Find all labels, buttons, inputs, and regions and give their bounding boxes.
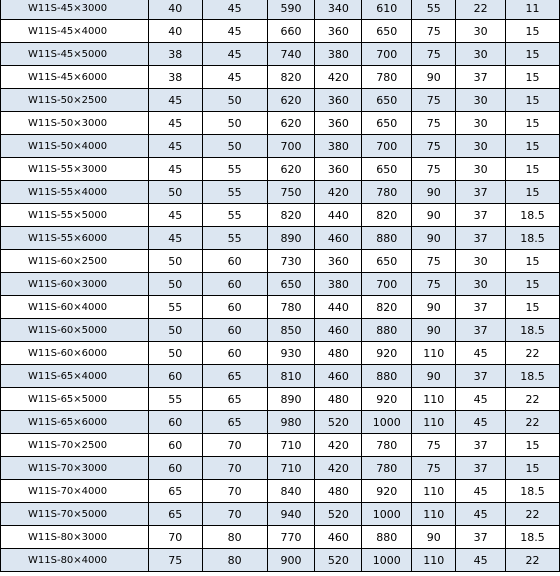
value-cell: 75 <box>412 135 456 158</box>
table-row <box>1 181 560 204</box>
value-cell: 38 <box>148 43 202 66</box>
value-cell: 480 <box>315 480 362 503</box>
model-cell: W11S-70×4000 <box>1 480 149 503</box>
value-cell: 37 <box>456 526 506 549</box>
table-row <box>1 273 560 296</box>
value-cell: 65 <box>148 480 202 503</box>
spec-table-body <box>1 0 560 572</box>
value-cell: 55 <box>202 181 267 204</box>
value-cell: 890 <box>267 227 315 250</box>
value-cell: 15 <box>506 273 560 296</box>
model-cell: W11S-50×2500 <box>1 89 149 112</box>
value-cell: 60 <box>202 296 267 319</box>
table-row <box>1 250 560 273</box>
value-cell: 50 <box>202 89 267 112</box>
value-cell: 75 <box>412 158 456 181</box>
model-cell: W11S-60×4000 <box>1 296 149 319</box>
value-cell: 70 <box>202 503 267 526</box>
value-cell: 70 <box>148 526 202 549</box>
value-cell: 110 <box>412 549 456 572</box>
model-cell: W11S-55×3000 <box>1 158 149 181</box>
value-cell: 110 <box>412 480 456 503</box>
value-cell: 15 <box>506 296 560 319</box>
value-cell: 37 <box>456 319 506 342</box>
value-cell: 70 <box>202 457 267 480</box>
value-cell: 980 <box>267 411 315 434</box>
model-cell: W11S-70×3000 <box>1 457 149 480</box>
model-cell: W11S-50×3000 <box>1 112 149 135</box>
value-cell: 75 <box>412 250 456 273</box>
value-cell: 55 <box>202 158 267 181</box>
value-cell: 60 <box>148 434 202 457</box>
value-cell: 360 <box>315 112 362 135</box>
value-cell: 620 <box>267 112 315 135</box>
model-cell: W11S-65×5000 <box>1 388 149 411</box>
table-row <box>1 204 560 227</box>
value-cell: 620 <box>267 89 315 112</box>
value-cell: 820 <box>362 204 412 227</box>
value-cell: 880 <box>362 365 412 388</box>
value-cell: 880 <box>362 227 412 250</box>
value-cell: 15 <box>506 112 560 135</box>
table-row <box>1 43 560 66</box>
value-cell: 11 <box>506 0 560 20</box>
value-cell: 37 <box>456 181 506 204</box>
value-cell: 60 <box>202 273 267 296</box>
value-cell: 820 <box>267 204 315 227</box>
value-cell: 380 <box>315 43 362 66</box>
value-cell: 30 <box>456 250 506 273</box>
value-cell: 75 <box>412 434 456 457</box>
value-cell: 30 <box>456 20 506 43</box>
model-cell: W11S-45×6000 <box>1 66 149 89</box>
value-cell: 850 <box>267 319 315 342</box>
table-row <box>1 503 560 526</box>
value-cell: 710 <box>267 457 315 480</box>
value-cell: 1000 <box>362 411 412 434</box>
value-cell: 15 <box>506 457 560 480</box>
value-cell: 45 <box>456 411 506 434</box>
value-cell: 50 <box>148 319 202 342</box>
table-row <box>1 227 560 250</box>
model-cell: W11S-55×5000 <box>1 204 149 227</box>
model-cell: W11S-55×4000 <box>1 181 149 204</box>
value-cell: 15 <box>506 89 560 112</box>
value-cell: 50 <box>148 250 202 273</box>
table-row <box>1 388 560 411</box>
value-cell: 750 <box>267 181 315 204</box>
value-cell: 30 <box>456 112 506 135</box>
value-cell: 780 <box>362 181 412 204</box>
table-row <box>1 66 560 89</box>
value-cell: 45 <box>202 43 267 66</box>
value-cell: 590 <box>267 0 315 20</box>
value-cell: 780 <box>362 66 412 89</box>
table-row <box>1 549 560 572</box>
value-cell: 75 <box>412 20 456 43</box>
value-cell: 110 <box>412 503 456 526</box>
model-cell: W11S-45×4000 <box>1 20 149 43</box>
value-cell: 90 <box>412 227 456 250</box>
table-row <box>1 411 560 434</box>
value-cell: 45 <box>456 480 506 503</box>
value-cell: 30 <box>456 158 506 181</box>
value-cell: 880 <box>362 319 412 342</box>
value-cell: 60 <box>202 342 267 365</box>
value-cell: 90 <box>412 319 456 342</box>
value-cell: 110 <box>412 411 456 434</box>
value-cell: 40 <box>148 20 202 43</box>
value-cell: 22 <box>506 411 560 434</box>
value-cell: 460 <box>315 365 362 388</box>
model-cell: W11S-60×6000 <box>1 342 149 365</box>
value-cell: 30 <box>456 273 506 296</box>
model-cell: W11S-60×5000 <box>1 319 149 342</box>
value-cell: 22 <box>456 0 506 20</box>
value-cell: 710 <box>267 434 315 457</box>
model-cell: W11S-50×4000 <box>1 135 149 158</box>
value-cell: 18.5 <box>506 319 560 342</box>
value-cell: 420 <box>315 66 362 89</box>
value-cell: 45 <box>456 503 506 526</box>
value-cell: 920 <box>362 388 412 411</box>
value-cell: 75 <box>412 457 456 480</box>
value-cell: 15 <box>506 66 560 89</box>
value-cell: 65 <box>148 503 202 526</box>
value-cell: 110 <box>412 388 456 411</box>
value-cell: 15 <box>506 181 560 204</box>
value-cell: 30 <box>456 89 506 112</box>
value-cell: 15 <box>506 135 560 158</box>
value-cell: 15 <box>506 43 560 66</box>
model-cell: W11S-45×3000 <box>1 0 149 20</box>
value-cell: 22 <box>506 388 560 411</box>
value-cell: 37 <box>456 434 506 457</box>
value-cell: 90 <box>412 181 456 204</box>
value-cell: 37 <box>456 227 506 250</box>
value-cell: 65 <box>202 365 267 388</box>
value-cell: 45 <box>148 112 202 135</box>
table-row <box>1 319 560 342</box>
value-cell: 440 <box>315 204 362 227</box>
value-cell: 780 <box>267 296 315 319</box>
value-cell: 50 <box>202 112 267 135</box>
value-cell: 340 <box>315 0 362 20</box>
value-cell: 650 <box>362 89 412 112</box>
model-cell: W11S-60×2500 <box>1 250 149 273</box>
value-cell: 90 <box>412 365 456 388</box>
value-cell: 660 <box>267 20 315 43</box>
table-row <box>1 89 560 112</box>
table-row <box>1 434 560 457</box>
value-cell: 22 <box>506 549 560 572</box>
value-cell: 75 <box>412 273 456 296</box>
value-cell: 360 <box>315 250 362 273</box>
value-cell: 75 <box>412 43 456 66</box>
table-row <box>1 112 560 135</box>
value-cell: 45 <box>456 549 506 572</box>
value-cell: 70 <box>202 480 267 503</box>
value-cell: 520 <box>315 503 362 526</box>
table-row <box>1 457 560 480</box>
value-cell: 780 <box>362 434 412 457</box>
value-cell: 15 <box>506 250 560 273</box>
value-cell: 65 <box>202 411 267 434</box>
model-cell: W11S-80×4000 <box>1 549 149 572</box>
value-cell: 940 <box>267 503 315 526</box>
value-cell: 60 <box>148 457 202 480</box>
value-cell: 75 <box>412 112 456 135</box>
value-cell: 420 <box>315 181 362 204</box>
value-cell: 18.5 <box>506 227 560 250</box>
value-cell: 15 <box>506 20 560 43</box>
value-cell: 1000 <box>362 503 412 526</box>
value-cell: 15 <box>506 158 560 181</box>
value-cell: 45 <box>456 342 506 365</box>
value-cell: 45 <box>456 388 506 411</box>
model-cell: W11S-70×2500 <box>1 434 149 457</box>
table-row <box>1 342 560 365</box>
value-cell: 30 <box>456 135 506 158</box>
value-cell: 45 <box>148 89 202 112</box>
value-cell: 55 <box>148 296 202 319</box>
value-cell: 650 <box>362 112 412 135</box>
value-cell: 45 <box>148 158 202 181</box>
value-cell: 700 <box>362 273 412 296</box>
value-cell: 90 <box>412 204 456 227</box>
value-cell: 460 <box>315 526 362 549</box>
value-cell: 50 <box>148 181 202 204</box>
value-cell: 30 <box>456 43 506 66</box>
value-cell: 70 <box>202 434 267 457</box>
value-cell: 45 <box>148 204 202 227</box>
value-cell: 700 <box>362 43 412 66</box>
value-cell: 60 <box>148 411 202 434</box>
value-cell: 50 <box>202 135 267 158</box>
value-cell: 60 <box>202 319 267 342</box>
table-row <box>1 158 560 181</box>
table-row <box>1 526 560 549</box>
value-cell: 45 <box>202 66 267 89</box>
value-cell: 18.5 <box>506 365 560 388</box>
value-cell: 650 <box>267 273 315 296</box>
value-cell: 37 <box>456 457 506 480</box>
model-cell: W11S-55×6000 <box>1 227 149 250</box>
value-cell: 45 <box>148 135 202 158</box>
value-cell: 50 <box>148 273 202 296</box>
value-cell: 60 <box>148 365 202 388</box>
value-cell: 380 <box>315 273 362 296</box>
value-cell: 920 <box>362 342 412 365</box>
value-cell: 90 <box>412 526 456 549</box>
value-cell: 700 <box>362 135 412 158</box>
value-cell: 110 <box>412 342 456 365</box>
value-cell: 37 <box>456 204 506 227</box>
value-cell: 18.5 <box>506 480 560 503</box>
value-cell: 780 <box>362 457 412 480</box>
value-cell: 55 <box>412 0 456 20</box>
value-cell: 820 <box>267 66 315 89</box>
value-cell: 37 <box>456 66 506 89</box>
value-cell: 820 <box>362 296 412 319</box>
value-cell: 520 <box>315 549 362 572</box>
value-cell: 37 <box>456 296 506 319</box>
value-cell: 930 <box>267 342 315 365</box>
model-cell: W11S-70×5000 <box>1 503 149 526</box>
value-cell: 610 <box>362 0 412 20</box>
table-row <box>1 480 560 503</box>
value-cell: 650 <box>362 158 412 181</box>
value-cell: 80 <box>202 526 267 549</box>
table-row <box>1 135 560 158</box>
value-cell: 360 <box>315 20 362 43</box>
model-cell: W11S-45×5000 <box>1 43 149 66</box>
value-cell: 37 <box>456 365 506 388</box>
value-cell: 80 <box>202 549 267 572</box>
value-cell: 480 <box>315 342 362 365</box>
value-cell: 380 <box>315 135 362 158</box>
value-cell: 480 <box>315 388 362 411</box>
value-cell: 360 <box>315 89 362 112</box>
value-cell: 460 <box>315 227 362 250</box>
value-cell: 50 <box>148 342 202 365</box>
value-cell: 420 <box>315 457 362 480</box>
value-cell: 360 <box>315 158 362 181</box>
value-cell: 740 <box>267 43 315 66</box>
model-cell: W11S-60×3000 <box>1 273 149 296</box>
value-cell: 810 <box>267 365 315 388</box>
value-cell: 920 <box>362 480 412 503</box>
model-cell: W11S-65×4000 <box>1 365 149 388</box>
value-cell: 420 <box>315 434 362 457</box>
table-row <box>1 296 560 319</box>
value-cell: 700 <box>267 135 315 158</box>
value-cell: 90 <box>412 66 456 89</box>
value-cell: 1000 <box>362 549 412 572</box>
model-cell: W11S-80×3000 <box>1 526 149 549</box>
value-cell: 620 <box>267 158 315 181</box>
value-cell: 55 <box>148 388 202 411</box>
value-cell: 650 <box>362 250 412 273</box>
value-cell: 520 <box>315 411 362 434</box>
value-cell: 22 <box>506 503 560 526</box>
value-cell: 90 <box>412 296 456 319</box>
table-row <box>1 0 560 20</box>
value-cell: 880 <box>362 526 412 549</box>
value-cell: 18.5 <box>506 204 560 227</box>
value-cell: 45 <box>202 20 267 43</box>
value-cell: 15 <box>506 434 560 457</box>
value-cell: 840 <box>267 480 315 503</box>
value-cell: 65 <box>202 388 267 411</box>
model-cell: W11S-65×6000 <box>1 411 149 434</box>
table-row <box>1 365 560 388</box>
value-cell: 40 <box>148 0 202 20</box>
value-cell: 75 <box>412 89 456 112</box>
table-row <box>1 20 560 43</box>
value-cell: 900 <box>267 549 315 572</box>
value-cell: 650 <box>362 20 412 43</box>
value-cell: 60 <box>202 250 267 273</box>
value-cell: 890 <box>267 388 315 411</box>
value-cell: 55 <box>202 227 267 250</box>
value-cell: 440 <box>315 296 362 319</box>
value-cell: 38 <box>148 66 202 89</box>
value-cell: 730 <box>267 250 315 273</box>
value-cell: 55 <box>202 204 267 227</box>
value-cell: 18.5 <box>506 526 560 549</box>
value-cell: 45 <box>148 227 202 250</box>
value-cell: 75 <box>148 549 202 572</box>
value-cell: 22 <box>506 342 560 365</box>
value-cell: 45 <box>202 0 267 20</box>
value-cell: 770 <box>267 526 315 549</box>
value-cell: 460 <box>315 319 362 342</box>
